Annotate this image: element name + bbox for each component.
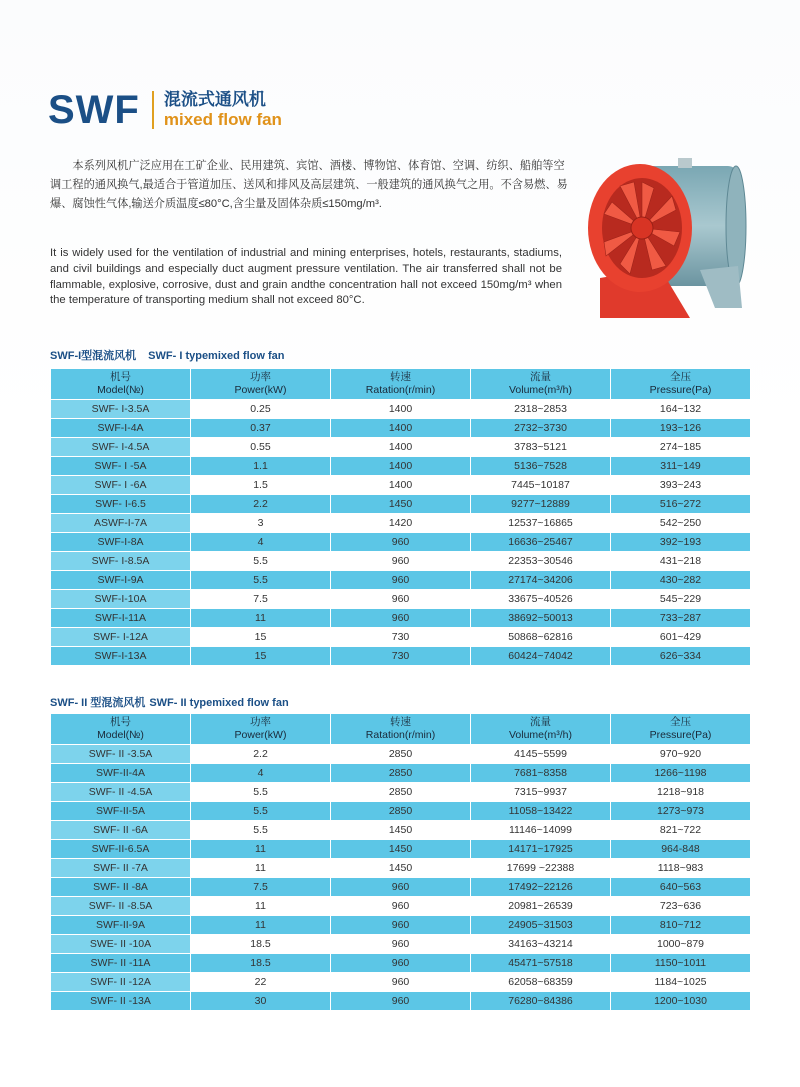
cell-speed: 1400 <box>331 457 471 476</box>
header-power-en: Power(kW) <box>234 729 287 741</box>
cell-volume: 17492~22126 <box>471 878 611 897</box>
header-titles <box>164 90 282 129</box>
table-row <box>51 533 751 552</box>
cell-volume: 3783~5121 <box>471 438 611 457</box>
table-row <box>51 400 751 419</box>
cell-pressure: 516~272 <box>611 495 751 514</box>
header-model <box>51 369 191 400</box>
header-volume-cn: 流量 <box>530 371 551 383</box>
cell-power: 3 <box>191 514 331 533</box>
cell-volume: 33675~40526 <box>471 590 611 609</box>
cell-power: 18.5 <box>191 954 331 973</box>
header-model-en: Model(№) <box>97 384 144 396</box>
cell-power: 11 <box>191 897 331 916</box>
cell-volume: 24905~31503 <box>471 916 611 935</box>
cell-pressure: 601~429 <box>611 628 751 647</box>
cell-speed: 2850 <box>331 745 471 764</box>
header-volume-en: Volume(m³/h) <box>508 729 572 741</box>
table1-body <box>51 400 751 666</box>
cell-pressure: 430~282 <box>611 571 751 590</box>
cell-pressure: 821~722 <box>611 821 751 840</box>
table-row <box>51 647 751 666</box>
cell-power: 5.5 <box>191 552 331 571</box>
fan-motor-box <box>678 158 692 168</box>
cell-pressure: 431~218 <box>611 552 751 571</box>
cell-pressure: 1218~918 <box>611 783 751 802</box>
header-speed-en: Ratation(r/min) <box>365 384 436 396</box>
cell-pressure: 1118~983 <box>611 859 751 878</box>
cell-speed: 960 <box>331 935 471 954</box>
table-row <box>51 571 751 590</box>
cell-model: SWF- I-12A <box>51 628 191 647</box>
cell-model: SWF-I-8A <box>51 533 191 552</box>
title-chinese: 混流式通风机 <box>163 90 266 110</box>
page-header <box>48 90 282 130</box>
cell-volume: 45471~57518 <box>471 954 611 973</box>
cell-power: 11 <box>191 859 331 878</box>
cell-speed: 1400 <box>331 438 471 457</box>
cell-pressure: 640~563 <box>611 878 751 897</box>
cell-volume: 2732~3730 <box>471 419 611 438</box>
header-power-cn: 功率 <box>250 716 271 728</box>
cell-pressure: 1000~879 <box>611 935 751 954</box>
cell-volume: 14171~17925 <box>471 840 611 859</box>
header-model-en: Model(№) <box>97 729 144 741</box>
header-speed <box>331 369 471 400</box>
fan-hub <box>631 217 653 239</box>
table-row <box>51 840 751 859</box>
cell-speed: 2850 <box>331 802 471 821</box>
cell-pressure: 274~185 <box>611 438 751 457</box>
header-model-cn: 机号 <box>110 371 131 383</box>
header-model-cn: 机号 <box>110 716 131 728</box>
cell-speed: 960 <box>331 609 471 628</box>
spec-table-type-2 <box>50 713 751 1011</box>
table-row <box>51 590 751 609</box>
cell-model: SWF- I-4.5A <box>51 438 191 457</box>
title-english: mixed flow fan <box>163 110 282 129</box>
cell-pressure: 393~243 <box>611 476 751 495</box>
table-row <box>51 476 751 495</box>
header-speed <box>331 714 471 745</box>
table-row <box>51 973 751 992</box>
cell-pressure: 1150~1011 <box>611 954 751 973</box>
cell-model: SWF-I-9A <box>51 571 191 590</box>
cell-volume: 4145~5599 <box>471 745 611 764</box>
cell-model: SWF- II -6A <box>51 821 191 840</box>
cell-pressure: 1200~1030 <box>611 992 751 1011</box>
cell-volume: 9277~12889 <box>471 495 611 514</box>
cell-pressure: 193~126 <box>611 419 751 438</box>
cell-power: 5.5 <box>191 571 331 590</box>
brand-title: SWF <box>48 88 140 132</box>
cell-model: SWF- II -8.5A <box>51 897 191 916</box>
cell-pressure: 626~334 <box>611 647 751 666</box>
cell-speed: 960 <box>331 552 471 571</box>
cell-volume: 7681~8358 <box>471 764 611 783</box>
cell-model: SWF- I-3.5A <box>51 400 191 419</box>
cell-model: SWF- II -12A <box>51 973 191 992</box>
cell-speed: 960 <box>331 878 471 897</box>
cell-speed: 730 <box>331 628 471 647</box>
cell-speed: 960 <box>331 533 471 552</box>
cell-model: SWF- II -4.5A <box>51 783 191 802</box>
mixed-flow-fan-illustration <box>580 158 760 328</box>
cell-speed: 2850 <box>331 783 471 802</box>
cell-model: SWF- I -6A <box>51 476 191 495</box>
header-volume <box>471 369 611 400</box>
table-row <box>51 821 751 840</box>
cell-speed: 1420 <box>331 514 471 533</box>
cell-model: SWF-I-13A <box>51 647 191 666</box>
cell-model: SWF-II-4A <box>51 764 191 783</box>
cell-pressure: 1184~1025 <box>611 973 751 992</box>
cell-model: SWF- II -3.5A <box>51 745 191 764</box>
cell-power: 0.37 <box>191 419 331 438</box>
cell-speed: 960 <box>331 973 471 992</box>
header-divider <box>152 91 154 129</box>
cell-volume: 16636~25467 <box>471 533 611 552</box>
header-pressure <box>611 714 751 745</box>
cell-pressure: 545~229 <box>611 590 751 609</box>
header-speed-cn: 转速 <box>390 371 411 383</box>
cell-volume: 60424~74042 <box>471 647 611 666</box>
cell-power: 11 <box>191 916 331 935</box>
fan-stand-rear <box>700 266 742 308</box>
cell-model: SWF-II-9A <box>51 916 191 935</box>
cell-power: 15 <box>191 628 331 647</box>
table-row <box>51 935 751 954</box>
cell-power: 4 <box>191 764 331 783</box>
cell-power: 18.5 <box>191 935 331 954</box>
cell-volume: 17699 ~22388 <box>471 859 611 878</box>
cell-volume: 22353~30546 <box>471 552 611 571</box>
cell-power: 11 <box>191 609 331 628</box>
cell-model: SWF- II -8A <box>51 878 191 897</box>
table-row <box>51 802 751 821</box>
cell-power: 11 <box>191 840 331 859</box>
header-power <box>191 714 331 745</box>
cell-pressure: 733~287 <box>611 609 751 628</box>
cell-power: 2.2 <box>191 495 331 514</box>
intro-chinese: 本系列风机广泛应用在工矿企业、民用建筑、宾馆、酒楼、博物馆、体育馆、空调、纺织、船舶等空调工程的通风换气,最适合于管道加压、送风和排风及高层建筑、一般建筑的通风换气之用。不含易燃、易爆、腐蚀性气体,输送介质温度≤80°C,含尘量及固体杂质≤150mg/m³. <box>50 160 568 210</box>
cell-speed: 1400 <box>331 476 471 495</box>
cell-power: 5.5 <box>191 802 331 821</box>
table-row <box>51 764 751 783</box>
cell-model: SWF- I -5A <box>51 457 191 476</box>
table-row <box>51 954 751 973</box>
cell-pressure: 723~636 <box>611 897 751 916</box>
cell-model: SWF-I-4A <box>51 419 191 438</box>
table-row <box>51 438 751 457</box>
cell-pressure: 164~132 <box>611 400 751 419</box>
cell-speed: 960 <box>331 916 471 935</box>
table-row <box>51 552 751 571</box>
cell-power: 0.25 <box>191 400 331 419</box>
table-row <box>51 897 751 916</box>
table-row <box>51 609 751 628</box>
table-row <box>51 457 751 476</box>
cell-volume: 50868~62816 <box>471 628 611 647</box>
cell-power: 4 <box>191 533 331 552</box>
header-volume <box>471 714 611 745</box>
cell-volume: 20981~26539 <box>471 897 611 916</box>
cell-power: 0.55 <box>191 438 331 457</box>
cell-speed: 960 <box>331 590 471 609</box>
table-row <box>51 495 751 514</box>
cell-power: 22 <box>191 973 331 992</box>
cell-pressure: 1266~1198 <box>611 764 751 783</box>
cell-power: 15 <box>191 647 331 666</box>
cell-power: 1.5 <box>191 476 331 495</box>
cell-pressure: 311~149 <box>611 457 751 476</box>
header-volume-en: Volume(m³/h) <box>508 384 572 396</box>
header-pressure-en: Pressure(Pa) <box>649 384 712 396</box>
cell-volume: 2318~2853 <box>471 400 611 419</box>
cell-volume: 27174~34206 <box>471 571 611 590</box>
table-row <box>51 859 751 878</box>
cell-volume: 76280~84386 <box>471 992 611 1011</box>
table2-body <box>51 745 751 1011</box>
cell-volume: 38692~50013 <box>471 609 611 628</box>
cell-speed: 960 <box>331 897 471 916</box>
table-row <box>51 514 751 533</box>
cell-volume: 7445~10187 <box>471 476 611 495</box>
cell-pressure: 964-848 <box>611 840 751 859</box>
cell-speed: 1450 <box>331 859 471 878</box>
cell-speed: 2850 <box>331 764 471 783</box>
cell-model: SWF-I-11A <box>51 609 191 628</box>
cell-model: SWF-II-5A <box>51 802 191 821</box>
cell-power: 1.1 <box>191 457 331 476</box>
table-row <box>51 878 751 897</box>
cell-volume: 11058~13422 <box>471 802 611 821</box>
table-row <box>51 783 751 802</box>
cell-speed: 1400 <box>331 400 471 419</box>
cell-power: 5.5 <box>191 783 331 802</box>
header-model <box>51 714 191 745</box>
cell-pressure: 542~250 <box>611 514 751 533</box>
table1-title-en: SWF- I typemixed flow fan <box>148 350 285 362</box>
cell-volume: 11146~14099 <box>471 821 611 840</box>
header-speed-cn: 转速 <box>390 716 411 728</box>
cell-model: SWF-II-6.5A <box>51 840 191 859</box>
cell-speed: 960 <box>331 954 471 973</box>
cell-model: SWF- II -11A <box>51 954 191 973</box>
cell-volume: 12537~16865 <box>471 514 611 533</box>
header-pressure-en: Pressure(Pa) <box>649 729 712 741</box>
intro-english: It is widely used for the ventilation of industrial and mining enterprises, hotels, restaurants, stadiums, and civil buildings and especially duct augment pressure ventilation. The air transferred shall not be flammable, explosive, corrosive, dust and grain andthe concentration hall not exceed 150mg/m³ when the temperature of transporting medium shall not exceed 80°C. <box>50 247 562 307</box>
spec-table-type-1 <box>50 368 751 666</box>
table-row <box>51 419 751 438</box>
cell-power: 7.5 <box>191 878 331 897</box>
cell-volume: 62058~68359 <box>471 973 611 992</box>
table2-title-en: SWF- II typemixed flow fan <box>149 697 289 709</box>
header-speed-en: Ratation(r/min) <box>365 729 436 741</box>
cell-power: 2.2 <box>191 745 331 764</box>
table1-title <box>50 347 296 363</box>
cell-model: SWF- II -13A <box>51 992 191 1011</box>
cell-power: 7.5 <box>191 590 331 609</box>
cell-model: SWF- II -7A <box>51 859 191 878</box>
table-row <box>51 916 751 935</box>
cell-model: SWE- II -10A <box>51 935 191 954</box>
table2-title <box>50 694 301 710</box>
cell-speed: 1450 <box>331 495 471 514</box>
cell-speed: 1400 <box>331 419 471 438</box>
header-power-en: Power(kW) <box>234 384 287 396</box>
cell-power: 5.5 <box>191 821 331 840</box>
cell-model: SWF-I-10A <box>51 590 191 609</box>
cell-model: ASWF-I-7A <box>51 514 191 533</box>
header-volume-cn: 流量 <box>530 716 551 728</box>
cell-speed: 960 <box>331 992 471 1011</box>
cell-pressure: 1273~973 <box>611 802 751 821</box>
cell-speed: 1450 <box>331 840 471 859</box>
header-pressure <box>611 369 751 400</box>
table2-title-cn: SWF- II 型混流风机 <box>50 697 146 709</box>
header-pressure-cn: 全压 <box>670 716 691 728</box>
cell-volume: 7315~9937 <box>471 783 611 802</box>
header-pressure-cn: 全压 <box>670 371 691 383</box>
cell-speed: 960 <box>331 571 471 590</box>
cell-pressure: 392~193 <box>611 533 751 552</box>
cell-pressure: 810~712 <box>611 916 751 935</box>
cell-volume: 5136~7528 <box>471 457 611 476</box>
table-row <box>51 628 751 647</box>
header-power-cn: 功率 <box>250 371 271 383</box>
table-row <box>51 745 751 764</box>
header-power <box>191 369 331 400</box>
cell-model: SWF- I-6.5 <box>51 495 191 514</box>
cell-pressure: 970~920 <box>611 745 751 764</box>
cell-model: SWF- I-8.5A <box>51 552 191 571</box>
cell-power: 30 <box>191 992 331 1011</box>
table-row <box>51 992 751 1011</box>
cell-speed: 730 <box>331 647 471 666</box>
table-header-row <box>51 369 751 400</box>
table1-title-cn: SWF-I型混流风机 <box>50 350 137 362</box>
cell-volume: 34163~43214 <box>471 935 611 954</box>
cell-speed: 1450 <box>331 821 471 840</box>
table-header-row <box>51 714 751 745</box>
